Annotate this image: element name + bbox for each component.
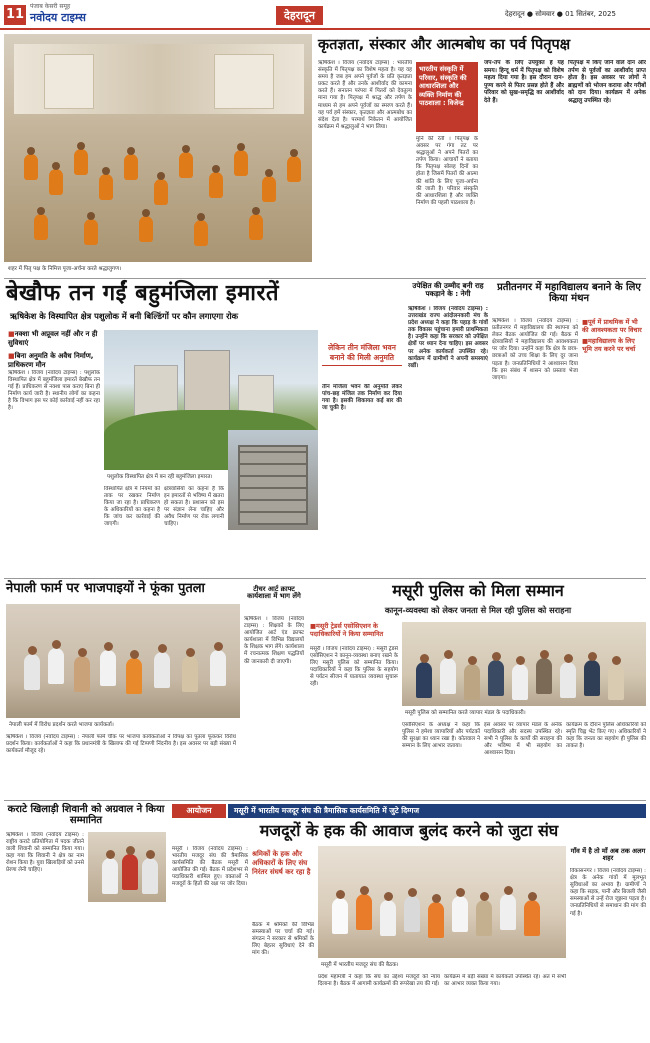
story6-text: ऋषिकेश । विजय (नवोदय टाइम्स) : शिक्षकों के लिए आयोजित आर्ट एंड क्राफ्ट कार्यशाला में विभिन्न विद्यालयों के शिक्षक भाग लेंगे। कार्यशाला में रचनात्मक शिक्षण पद्धतियों की जानकारी दी जाएगी। bbox=[244, 616, 304, 665]
story2-col-a: ऋषिकेश । विजय (नवोदय टाइम्स) : पशुलोक विस्थापित क्षेत्र में बहुमंजिला इमारतें बेखौफ तन गई हैं। प्राधिकरण से नक्शा पास कराए बिना ही निर्माण कार्य जारी है। स्थानीय लोगों का कहना है कि विभाग इस पर कोई कार्रवाई नहीं कर रहा है। bbox=[8, 370, 100, 412]
story7-col-d: कार्यक्रम के दौरान पुलिस अधिकारियों को स्मृति चिह्न भेंट किए गए। अधिकारियों ने कहा कि जनता का सहयोग ही पुलिस की ताकत है। bbox=[566, 722, 646, 750]
story9-col-c: प्रदेश महामंत्री ने कहा कि संघ का उद्देश्य मजदूरों को न्याय दिलाना है। बैठक में आगामी कार्यक्रमों की रूपरेखा तय की गई। bbox=[318, 974, 440, 988]
story10-text: विकासनगर । विजय (नवोदय टाइम्स) : क्षेत्र के अनेक गांवों में मूलभूत सुविधाओं का अभाव है। ग्रामीणों ने कहा कि सड़क, पानी और बिजली जैसी समस्याओं से उन्हें रोज जूझना पड़ता है। जनप्रतिनिधियों से समाधान की मांग की गई है। bbox=[570, 868, 646, 917]
story1-col-d: पितृपक्ष में किए जाने वाले दान और तर्पण से पूर्वजों का आशीर्वाद प्राप्त होता है। इस अवसर पर लोगों ने ब्राह्मणों को भोजन कराया और गरीबों को दान दिया। कार्यक्रम में अनेक श्रद्धालु उपस्थित रहे। bbox=[568, 60, 646, 104]
story2-bullets bbox=[8, 330, 100, 370]
story2-headline: बेखौफ तन गईं बहुमंजिला इमारतें bbox=[6, 281, 280, 306]
story4-bullet-1: ■ पूर्व में प्राथमिक में भी की आवश्यकता पर विचार bbox=[582, 318, 646, 334]
story9-photo bbox=[318, 846, 566, 970]
story5-text: ऋषिकेश । विजय (नवोदय टाइम्स) : नेपाली फार्म चौक पर भाजपा कार्यकर्ताओं ने विपक्ष का पुतला फूंककर विरोध प्रदर्शन किया। कार्यकर्ताओं ने कहा कि प्रधानमंत्री के खिलाफ की गई टिप्पणी निंदनीय है। इस अवसर पर बड़ी संख्या में कार्यकर्ता मौजूद रहे। bbox=[6, 734, 236, 755]
story9-headline: मजदूरों के हक की आवाज बुलंद करने को जुटा संघ bbox=[259, 821, 559, 840]
story3-text: ऋषिकेश । विजय (नवोदय टाइम्स) : उत्तराखंड राज्य आंदोलनकारी मंच के प्रदेश अध्यक्ष ने कहा कि पहाड़ के गांवों तक विकास पहुंचाना हमारी प्राथमिकता है। उन्होंने कहा कि सरकार को उपेक्षित क्षेत्रों पर ध्यान देना चाहिए। इस अवसर पर अनेक कार्यकर्ता उपस्थित रहे। कार्यक्रम में ग्रामीणों ने अपनी समस्याएं रखीं। bbox=[408, 306, 488, 369]
story10-headline: गाँव में है तो माँ अब तक अलग शहर bbox=[570, 847, 646, 863]
story6-headline: टीचर आर्ट क्राफ्ट कार्यशाला में भाग लेंगे bbox=[247, 585, 301, 601]
story4-bullets bbox=[582, 318, 646, 353]
story8-text: ऋषिकेश । विजय (नवोदय टाइम्स) : राष्ट्रीय कराटे प्रतियोगिता में पदक जीतने वाली शिवानी को सम्मानित किया गया। कहा गया कि शिवानी ने क्षेत्र का नाम रोशन किया है। युवा खिलाड़ियों को उनसे प्रेरणा लेनी चाहिए। bbox=[6, 832, 84, 874]
story2-caption: पशुलोक विस्थापित क्षेत्र में बन रही बहुमंजिला इमारत। bbox=[104, 470, 318, 482]
story3-headline: उपेक्षित की उम्मीद बनी राह पकड़ाने के : नेगी bbox=[412, 281, 484, 298]
story2-bullet-1: ■ नक्शा भी अप्रूवल नहीं और न ही सुविधाएं bbox=[8, 330, 100, 348]
story2-col-d: क्षेत्रवासियों का कहना है कि इन इमारतों से भविष्य में खतरा हो सकता है। प्रशासन को इस पर संज्ञान लेना चाहिए और अवैध निर्माण पर रोक लगानी चाहिए। bbox=[164, 486, 224, 528]
story9-col-a: मसूरी । विजय (नवोदय टाइम्स) : भारतीय मजदूर संघ की त्रैमासिक कार्यसमिति की बैठक मसूरी में आयोजित की गई। बैठक में प्रदेशभर से पदाधिकारी शामिल हुए। वक्ताओं ने मजदूरों के हितों की रक्षा पर जोर दिया। bbox=[172, 846, 248, 888]
story4-text: ऋषिकेश । विजय (नवोदय टाइम्स) : प्रतीतनगर में महाविद्यालय की स्थापना को लेकर बैठक आयोजित की गई। बैठक में क्षेत्रवासियों ने महाविद्यालय की आवश्यकता पर जोर दिया। उन्होंने कहा कि क्षेत्र के छात्र-छात्राओं को उच्च शिक्षा के लिए दूर जाना पड़ता है। जनप्रतिनिधियों ने आश्वासन दिया कि इस संबंध में शासन को प्रस्ताव भेजा जाएगा। bbox=[492, 318, 578, 381]
story7-caption: मसूरी पुलिस को सम्मानित करते व्यापार मंडल के पदाधिकारी। bbox=[402, 706, 646, 718]
story9-side-quote: श्रमिकों के हक और अधिकारों के लिए संघ निरंतर संघर्ष कर रहा है bbox=[252, 850, 311, 876]
story2-side-head: लेकिन तीन मंजिला भवन बनाने की मिली अनुमति bbox=[322, 340, 402, 366]
divider-2 bbox=[4, 578, 646, 579]
page-number: 11 bbox=[4, 5, 26, 25]
story2-col-c: तीन मंजिला भवन की अनुमति लेकर पांच-छह मंजिल तक निर्माण कर दिया गया है। इसकी शिकायत कई बार की जा चुकी है। bbox=[322, 384, 402, 412]
story9-col-d: कार्यक्रम में बड़ी संख्या में कार्यकर्ता उपस्थित रहे। अंत में सभी का आभार व्यक्त किया गया। bbox=[444, 974, 566, 988]
story5-headline: नेपाली फार्म पर भाजपाइयों ने फूंका पुतला bbox=[6, 581, 205, 596]
story8-headline: कराटे खिलाड़ी शिवानी को अग्रवाल ने किया सम्मानित bbox=[7, 804, 165, 826]
story8-photo bbox=[88, 832, 166, 902]
story1-headline: कृतज्ञता, संस्कार और आत्मबोध का पर्व पितृपक्ष bbox=[318, 37, 571, 53]
brand-small: पंजाब केसरी समूह bbox=[30, 3, 71, 10]
story1-col-a: ऋषिकेश । विजय (नवोदय टाइम्स) : भारतीय संस्कृति में पितृपक्ष का विशेष महत्व है। यह वह समय है जब हम अपने पूर्वजों के प्रति कृतज्ञता प्रकट करते हैं और उनके आशीर्वाद की कामना करते हैं। सनातन परंपरा में पितरों को देवतुल्य माना गया है। पितृपक्ष में श्राद्ध और तर्पण के माध्यम से हम अपने पूर्वजों का स्मरण करते हैं। यह पर्व हमें संस्कार, कृतज्ञता और आत्मबोध का संदेश देता है। परमार्थ निकेतन में आयोजित कार्यक्रम में श्रद्धालुओं ने भाग लिया। bbox=[318, 60, 412, 130]
divider-3 bbox=[4, 800, 646, 801]
story1-col-c: जप-तप के लिए उपयुक्त है यह समय। हिन्दू धर्म में पितृपक्ष को विशेष महत्व दिया गया है। इस दौरान दान-पुण्य करने से पितर प्रसन्न होते हैं और परिवार को सुख-समृद्धि का आशीर्वाद देते हैं। bbox=[484, 60, 564, 104]
brand-logo bbox=[30, 2, 86, 25]
story9-tag-line: मसूरी में भारतीय मजदूर संघ की त्रैमासिक कार्यसमिति में जुटे दिग्गज bbox=[228, 804, 646, 818]
story9-col-b: बैठक में श्रमिकों की विभिन्न समस्याओं पर चर्चा की गई। संगठन ने सरकार से श्रमिकों के लिए बेहतर सुविधाएं देने की मांग की। bbox=[252, 922, 314, 957]
dateline: देहरादून ● सोमवार ● 01 सितंबर, 2025 bbox=[505, 10, 616, 18]
story1-photo bbox=[4, 34, 312, 274]
brand-name: नवोदय टाइम्स bbox=[30, 11, 86, 24]
story2-subhead: ऋषिकेश के विस्थापित क्षेत्र पशुलोक में बनी बिल्डिंगों पर कौन लगाएगा रोक bbox=[10, 311, 239, 321]
story9-tag: आयोजन bbox=[172, 804, 226, 818]
story2-bullet-2: ■ बिना अनुमति के अवैध निर्माण, प्राधिकरण मौन bbox=[8, 352, 100, 370]
story7-headline: मसूरी पुलिस को मिला सम्मान bbox=[392, 581, 564, 600]
story7-subhead: कानून-व्यवस्था को लेकर जनता से मिल रही पुलिस को सराहना bbox=[384, 605, 572, 615]
story7-col-a: मसूरी । विजय (नवोदय टाइम्स) : मसूरी ट्रेडर्स एसोसिएशन ने कानून-व्यवस्था बनाए रखने के लिए मसूरी पुलिस को सम्मानित किया। पदाधिकारियों ने कहा कि पुलिस के सहयोग से पर्यटन सीजन में यातायात व्यवस्था सुचारू रही। bbox=[310, 646, 398, 688]
story7-col-c: इस अवसर पर व्यापार मंडल के अनेक पदाधिकारी और सदस्य उपस्थित रहे। सभी ने पुलिस के कार्यों की सराहना की और भविष्य में भी सहयोग का आश्वासन दिया। bbox=[484, 722, 562, 757]
story2-col-b: विस्थापित क्षेत्र में नियमों को ताक पर रखकर निर्माण किया जा रहा है। प्राधिकरण के अधिकारियों का कहना है कि जांच कर कार्रवाई की जाएगी। bbox=[104, 486, 160, 528]
story7-col-b: एसोसिएशन के अध्यक्ष ने कहा कि पुलिस ने हमेशा व्यापारियों और पर्यटकों की सुरक्षा का ध्यान रखा है। कोतवाल ने सम्मान के लिए आभार जताया। bbox=[402, 722, 480, 750]
story9-caption: मसूरी में भारतीय मजदूर संघ की बैठक। bbox=[318, 958, 566, 970]
story5-photo bbox=[6, 604, 240, 730]
story1-col-b: मुनि की रेती । पितृपक्ष के अवसर पर गंगा तट पर श्रद्धालुओं ने अपने पितरों का तर्पण किया। आचार्यों ने बताया कि पितृपक्ष सोलह दिनों का होता है जिसमें पितरों की आत्मा की शांति के लिए पूजा-अर्चना की जाती है। परिवार संस्कृति की आधारशिला है और व्यक्ति निर्माण की पहली पाठशाला है। bbox=[416, 136, 478, 206]
story4-headline: प्रतीतनगर में महाविद्यालय बनाने के लिए किया मंथन bbox=[497, 282, 641, 304]
masthead bbox=[0, 0, 650, 30]
section-title: देहरादून bbox=[276, 6, 323, 25]
divider-1 bbox=[4, 278, 646, 279]
story1-caption: शहर में पितृ पक्ष के निमित्त पूजा-अर्चना करते श्रद्धालुगण। bbox=[4, 262, 312, 274]
story4-bullet-2: ■ महाविद्यालय के लिए भूमि तय करने पर चर्चा bbox=[582, 337, 646, 353]
story7-photo bbox=[402, 622, 646, 718]
story7-bullet: ■ मसूरी ट्रेडर्स एसोसिएशन के पदाधिकारियों ने किया सम्मानित bbox=[310, 622, 398, 638]
story1-highlight: भारतीय संस्कृति में परिवार, संस्कृति की आधारशिला और व्यक्ति निर्माण की पाठशाला : विजेन्द्र bbox=[416, 62, 478, 132]
story5-caption: नेपाली फार्म में विरोध प्रदर्शन करते भाजपा कार्यकर्ता। bbox=[6, 718, 240, 730]
story2-photo-2 bbox=[228, 430, 318, 530]
